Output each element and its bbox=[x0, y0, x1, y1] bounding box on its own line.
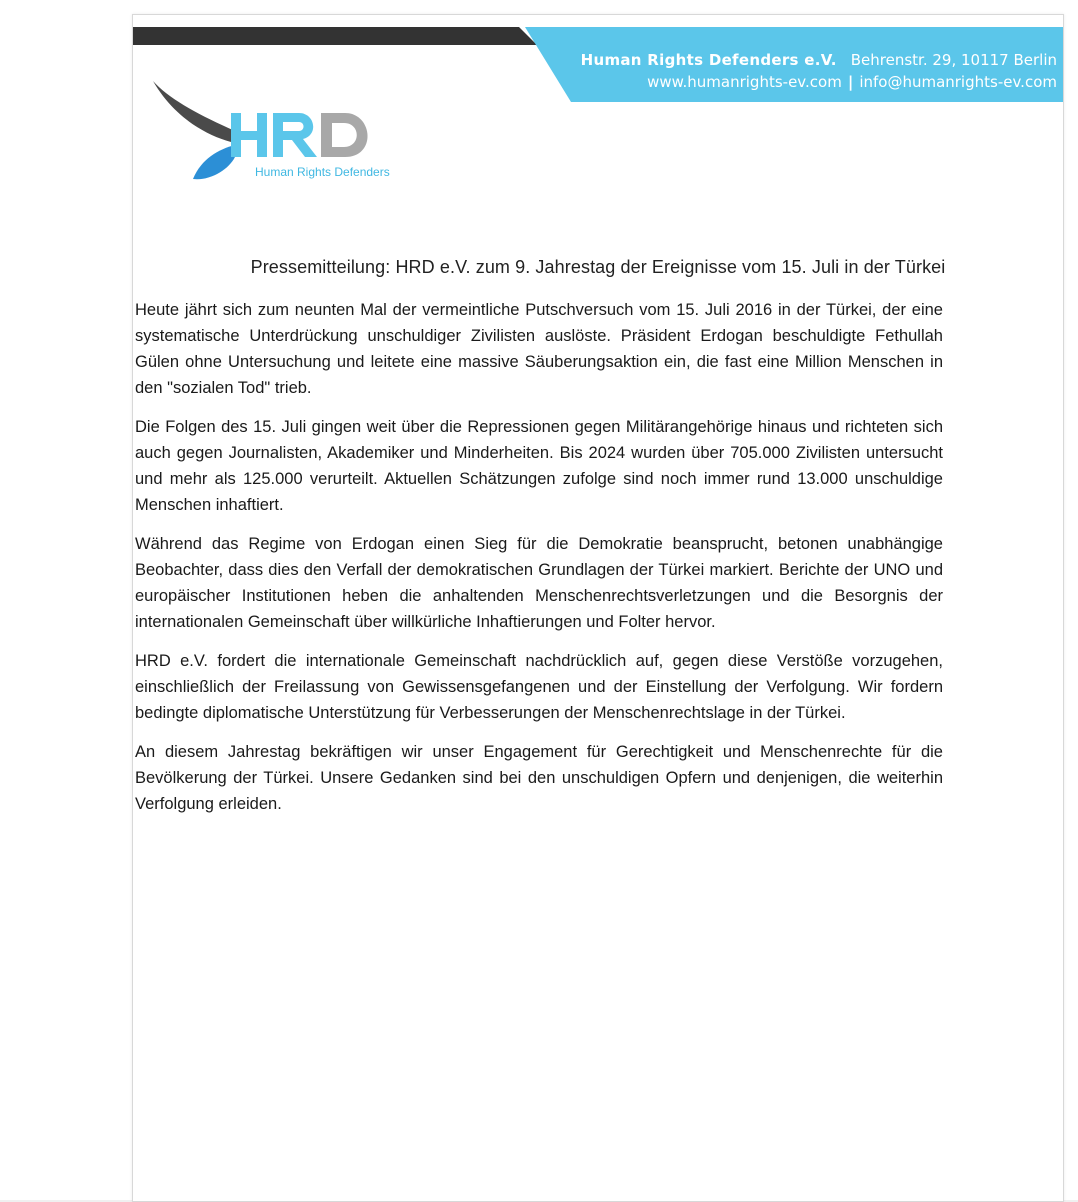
wing-blue-shape bbox=[193, 145, 235, 179]
d-letter bbox=[321, 113, 368, 157]
dark-stripe bbox=[133, 27, 537, 45]
wing-dark-shape bbox=[153, 81, 235, 143]
website-link[interactable]: www.humanrights-ev.com bbox=[647, 73, 842, 91]
paragraph: HRD e.V. fordert die internationale Gemeinschaft nachdrücklich auf, gegen diese Verstöße vorzugehen, einschließlich der Freilassung von Gewissensgefangenen und der Einstellung der Verfolgung. Wir fordern bedingte diplomatische Unterstützung für Verbesserungen der Menschenrechtslage in der Türkei. bbox=[135, 652, 943, 722]
hrd-logo bbox=[149, 79, 389, 187]
contact-separator: | bbox=[847, 73, 854, 91]
press-release-body bbox=[135, 297, 943, 830]
org-address: Behrenstr. 29, 10117 Berlin bbox=[850, 51, 1057, 69]
paragraph: Während das Regime von Erdogan einen Sieg für die Demokratie beansprucht, betonen unabhängige Beobachter, dass dies den Verfall der demokratischen Grundlagen der Türkei markiert. Berichte der UNO und europäischer Institutionen heben die anhaltenden Menschenrechtsverletzungen und die Besorgnis der internationalen Gemeinschaft über willkürliche Inhaftierungen und Folter hervor. bbox=[135, 535, 943, 631]
paragraph: An diesem Jahrestag bekräftigen wir unser Engagement für Gerechtigkeit und Menschenrechte für die Bevölkerung der Türkei. Unsere Gedanken sind bei den unschuldigen Opfern und denjenigen, die weiterhin Verfolgung erleiden. bbox=[135, 743, 943, 813]
document-page bbox=[132, 14, 1064, 1202]
press-release-title: Pressemitteilung: HRD e.V. zum 9. Jahrestag der Ereignisse vom 15. Juli in der Türkei bbox=[250, 257, 946, 277]
r-letter bbox=[273, 113, 317, 157]
paragraph: Heute jährt sich zum neunten Mal der vermeintliche Putschversuch vom 15. Juli 2016 in der Türkei, der eine systematische Unterdrückung unschuldiger Zivilisten auslöste. Präsident Erdogan beschuldigte Fethullah Gülen ohne Untersuchung und leitete eine massive Säuberungsaktion ein, die fast eine Million Menschen in den "sozialen Tod" trieb. bbox=[135, 301, 943, 397]
logo-subtitle: Human Rights Defenders bbox=[255, 165, 390, 179]
email-link[interactable]: info@humanrights-ev.com bbox=[859, 73, 1057, 91]
paragraph: Die Folgen des 15. Juli gingen weit über die Repressionen gegen Militärangehörige hinaus und richteten sich auch gegen Journalisten, Akademiker und Minderheiten. Bis 2024 wurden über 705.000 Zivilisten untersucht und mehr als 125.000 verurteilt. Aktuellen Schätzungen zufolge sind noch immer rund 13.000 unschuldige Menschen inhaftiert. bbox=[135, 418, 943, 514]
h-letter-bar bbox=[231, 131, 267, 140]
letterhead-contact bbox=[581, 49, 1057, 93]
org-name: Human Rights Defenders e.V. bbox=[580, 51, 837, 69]
